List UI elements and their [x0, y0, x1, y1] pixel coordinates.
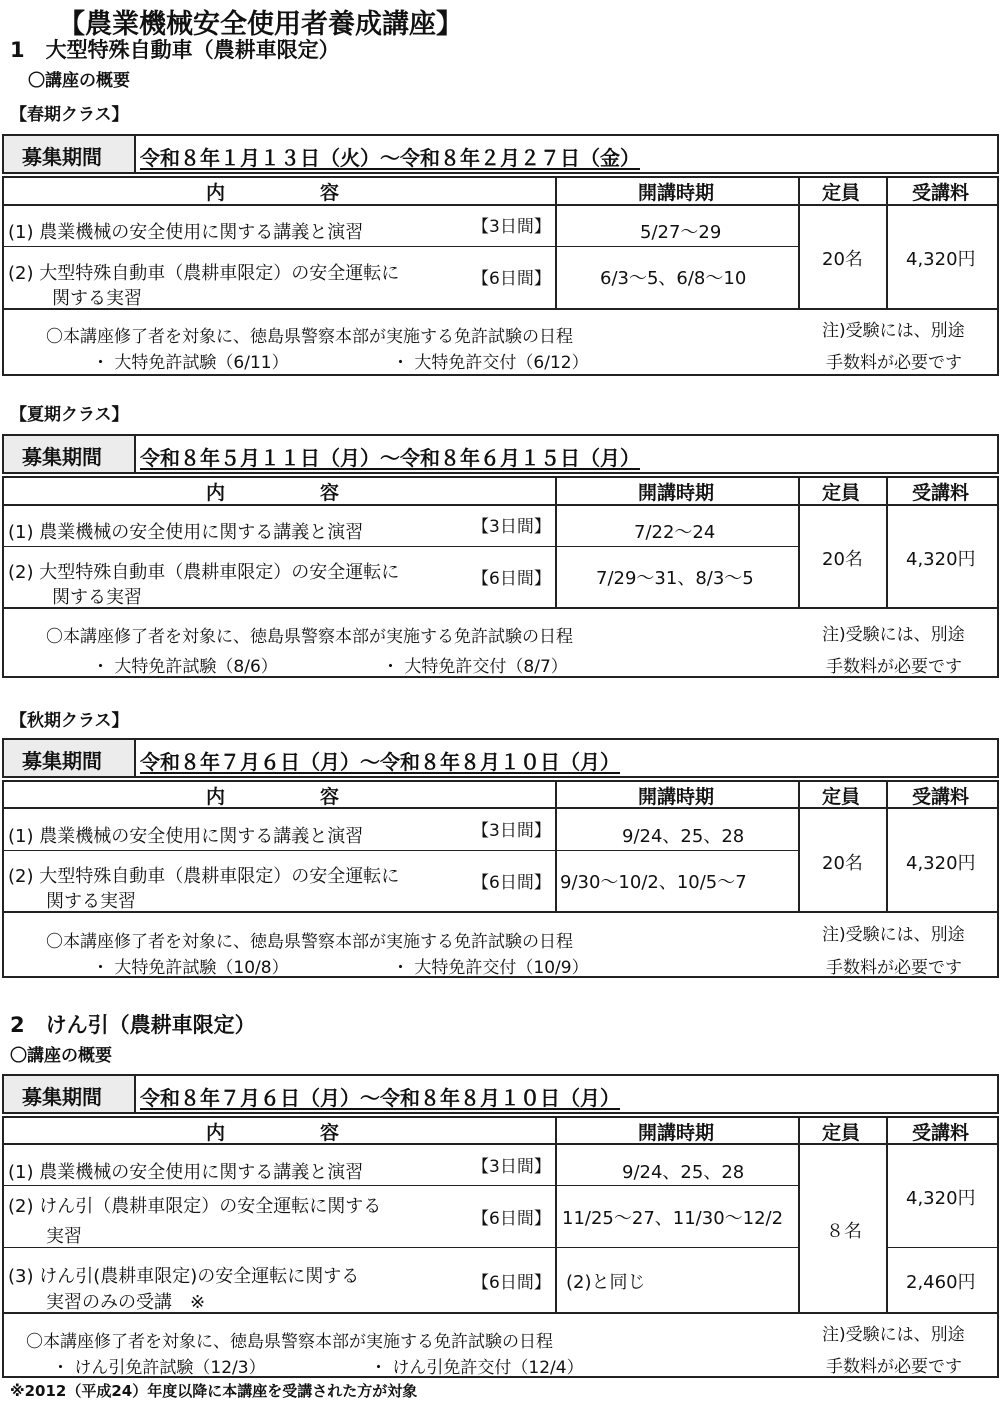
- class-name-summer: 【夏期クラス】: [10, 405, 129, 425]
- fee: 4,320円: [906, 249, 976, 270]
- exam-test: ・ 大特免許試験（10/8）: [92, 958, 289, 978]
- fee-note-line1: 注)受験には、別途: [822, 1325, 965, 1345]
- row2-content-line1: (2) 大型特殊自動車（農耕車限定）の安全運転に: [8, 866, 400, 887]
- recruit-period: 令和８年７月６日（月）～令和８年８月１０日（月）: [140, 750, 620, 774]
- fee-note-line1: 注)受験には、別途: [822, 625, 965, 645]
- row2-period: 9/30～10/2、10/5～7: [560, 872, 747, 893]
- recruit-period: 令和８年７月６日（月）～令和８年８月１０日（月）: [140, 1086, 620, 1110]
- row2-duration: 【6日間】: [472, 269, 551, 289]
- row2-duration: 【6日間】: [472, 1209, 551, 1229]
- row3-period: (2)と同じ: [566, 1272, 646, 1293]
- header-content: 内 容: [206, 182, 340, 204]
- section1-overview: 〇講座の概要: [28, 71, 130, 91]
- row1-duration: 【3日間】: [472, 1157, 551, 1177]
- fee-note-line2: 手数料が必要です: [826, 958, 962, 978]
- exam-test: ・ 大特免許試験（6/11）: [92, 353, 289, 373]
- row2-content-line1: (2) 大型特殊自動車（農耕車限定）の安全運転に: [8, 562, 400, 583]
- fee-full: 4,320円: [906, 1188, 976, 1209]
- recruit-label: 募集期間: [22, 749, 102, 773]
- header-fee: 受講料: [912, 1122, 970, 1144]
- row1-content: (1) 農業機械の安全使用に関する講義と演習: [8, 826, 364, 847]
- exam-test: ・ 大特免許試験（8/6）: [92, 657, 278, 677]
- section2-heading: 2 けん引（農耕車限定）: [10, 1013, 256, 1037]
- header-period: 開講時期: [638, 786, 715, 808]
- fee: 4,320円: [906, 853, 976, 874]
- row1-period: 9/24、25、28: [622, 1162, 745, 1183]
- footnote: ※2012（平成24）年度以降に本講座を受講された方が対象: [10, 1382, 418, 1400]
- row1-content: (1) 農業機械の安全使用に関する講義と演習: [8, 222, 364, 243]
- fee-note-line1: 注)受験には、別途: [822, 925, 965, 945]
- header-fee: 受講料: [912, 482, 970, 504]
- header-content: 内 容: [206, 786, 340, 808]
- row2-content-line2: 関する実習: [52, 288, 142, 309]
- recruit-label: 募集期間: [22, 145, 102, 169]
- section1-heading: 1 大型特殊自動車（農耕車限定）: [10, 38, 340, 62]
- row1-content: (1) 農業機械の安全使用に関する講義と演習: [8, 522, 364, 543]
- page-title: 【農業機械安全使用者養成講座】: [58, 9, 463, 40]
- header-period: 開講時期: [638, 1122, 715, 1144]
- class-name-spring: 【春期クラス】: [10, 105, 129, 125]
- row2-period: 7/29～31、8/3～5: [596, 568, 754, 589]
- exam-issue: ・ 大特免許交付（6/12）: [392, 353, 589, 373]
- header-fee: 受講料: [912, 182, 970, 204]
- exam-intro: 〇本講座修了者を対象に、徳島県警察本部が実施する免許試験の日程: [46, 627, 573, 647]
- section2-overview: 〇講座の概要: [10, 1046, 112, 1066]
- row3-content-line2: 実習のみの受講 ※: [46, 1292, 206, 1313]
- exam-intro: 〇本講座修了者を対象に、徳島県警察本部が実施する免許試験の日程: [46, 327, 573, 347]
- header-fee: 受講料: [912, 786, 970, 808]
- header-period: 開講時期: [638, 482, 715, 504]
- row1-content: (1) 農業機械の安全使用に関する講義と演習: [8, 1162, 364, 1183]
- fee-practice-only: 2,460円: [906, 1272, 976, 1293]
- fee-note-line2: 手数料が必要です: [826, 1357, 962, 1377]
- header-content: 内 容: [206, 482, 340, 504]
- header-content: 内 容: [206, 1122, 340, 1144]
- row1-duration: 【3日間】: [472, 217, 551, 237]
- class-name-autumn: 【秋期クラス】: [10, 711, 129, 731]
- fee-note-line2: 手数料が必要です: [826, 657, 962, 677]
- recruit-period: 令和８年５月１１日（月）～令和８年６月１５日（月）: [140, 446, 640, 470]
- exam-issue: ・ 大特免許交付（8/7）: [382, 657, 568, 677]
- header-capacity: 定員: [822, 182, 861, 204]
- row2-content-line1: (2) けん引（農耕車限定）の安全運転に関する: [8, 1196, 382, 1217]
- header-capacity: 定員: [822, 482, 861, 504]
- fee-note-line2: 手数料が必要です: [826, 353, 962, 373]
- exam-intro: 〇本講座修了者を対象に、徳島県警察本部が実施する免許試験の日程: [26, 1332, 553, 1352]
- capacity: 20名: [822, 549, 863, 570]
- header-capacity: 定員: [822, 1122, 861, 1144]
- recruit-label: 募集期間: [22, 445, 102, 469]
- row1-period: 7/22～24: [634, 522, 716, 543]
- header-capacity: 定員: [822, 786, 861, 808]
- exam-issue: ・ 大特免許交付（10/9）: [392, 958, 589, 978]
- row3-duration: 【6日間】: [472, 1273, 551, 1293]
- row2-content-line2: 関する実習: [46, 891, 136, 912]
- exam-intro: 〇本講座修了者を対象に、徳島県警察本部が実施する免許試験の日程: [46, 932, 573, 952]
- row1-duration: 【3日間】: [472, 821, 551, 841]
- exam-issue: ・ けん引免許交付（12/4）: [370, 1358, 584, 1378]
- row1-period: 9/24、25、28: [622, 826, 745, 847]
- exam-test: ・ けん引免許試験（12/3）: [52, 1358, 266, 1378]
- row2-period: 11/25～27、11/30～12/2: [562, 1208, 784, 1229]
- fee-note-line1: 注)受験には、別途: [822, 321, 965, 341]
- recruit-period: 令和８年１月１３日（火）～令和８年２月２７日（金）: [140, 146, 640, 170]
- row2-content-line2: 実習: [46, 1226, 82, 1247]
- capacity: ８名: [826, 1221, 862, 1242]
- fee: 4,320円: [906, 549, 976, 570]
- capacity: 20名: [822, 249, 863, 270]
- row1-duration: 【3日間】: [472, 517, 551, 537]
- row2-period: 6/3～5、6/8～10: [600, 268, 747, 289]
- row1-period: 5/27～29: [640, 222, 722, 243]
- row2-duration: 【6日間】: [472, 569, 551, 589]
- recruit-label: 募集期間: [22, 1085, 102, 1109]
- row2-content-line2: 関する実習: [52, 587, 142, 608]
- capacity: 20名: [822, 853, 863, 874]
- row3-content-line1: (3) けん引(農耕車限定)の安全運転に関する: [8, 1266, 360, 1287]
- row2-content-line1: (2) 大型特殊自動車（農耕車限定）の安全運転に: [8, 263, 400, 284]
- header-period: 開講時期: [638, 182, 715, 204]
- row2-duration: 【6日間】: [472, 873, 551, 893]
